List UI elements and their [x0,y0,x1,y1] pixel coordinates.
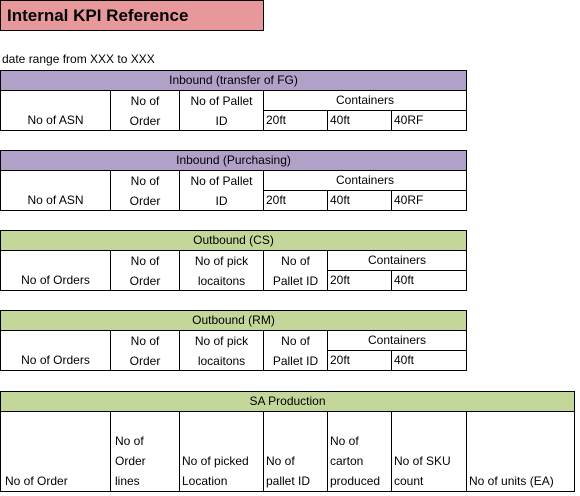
inbound-purchasing-header[interactable] [0,150,467,171]
sa-sku-count-cell[interactable] [392,412,467,492]
sa-no-of-order-label: No of Order [5,474,68,488]
outbound-rm-40ft[interactable] [392,351,467,371]
inbound-purchasing-20ft[interactable] [264,191,328,211]
inbound-purchasing-containers-header[interactable] [264,171,467,191]
outbound-cs-pallet-cell[interactable] [264,251,328,291]
inbound-purchasing-order-line1: No of [130,174,160,188]
inbound-fg-40rf[interactable] [392,111,467,131]
sa-picked-line2: Location [182,474,228,488]
inbound-purchasing-order-cell[interactable] [111,171,180,211]
outbound-cs-20ft-label: 20ft [330,273,351,287]
inbound-purchasing-order-line2: Order [129,194,161,208]
sa-carton-produced-cell[interactable] [328,412,392,492]
inbound-purchasing-asn-cell[interactable] [0,171,111,211]
inbound-purchasing-pallet-cell[interactable] [180,171,264,211]
outbound-rm-pallet-line1: No of [281,334,310,348]
inbound-fg-pallet-line1: No of Pallet [190,94,253,108]
inbound-fg-pallet-cell[interactable] [180,91,264,131]
outbound-cs-header-label: Outbound (CS) [193,233,274,247]
outbound-cs-pick-line1: No of pick [194,254,249,268]
outbound-cs-40ft-label: 40ft [394,273,415,287]
inbound-fg-header-label: Inbound (transfer of FG) [169,73,298,87]
sa-picked-line1: No of picked [182,454,249,468]
sa-pallet-id-cell[interactable] [264,412,328,492]
sa-sku-line1: No of SKU [394,454,451,468]
outbound-rm-orders-label: No of Orders [21,353,90,367]
inbound-fg-containers-label: Containers [335,93,395,107]
outbound-cs-20ft[interactable] [328,271,392,291]
outbound-rm-pick-cell[interactable] [180,331,264,371]
outbound-rm-pallet-line2: Pallet ID [272,354,319,368]
inbound-purchasing-asn-label: No of ASN [27,193,84,207]
inbound-purchasing-pallet-line2: ID [215,194,228,208]
outbound-cs-order-line1: No of [130,254,160,268]
outbound-rm-header[interactable] [0,310,467,331]
outbound-rm-containers-header[interactable] [328,331,467,351]
outbound-rm-containers-label: Containers [367,333,427,347]
title-cell[interactable] [0,0,264,31]
outbound-cs-header[interactable] [0,230,467,251]
outbound-rm-20ft[interactable] [328,351,392,371]
outbound-cs-order-cell[interactable] [111,251,180,291]
sa-carton-line1: No of [330,434,359,448]
sa-carton-line3: produced [330,474,381,488]
sa-pallet-line2: pallet ID [266,474,311,488]
inbound-purchasing-20ft-label: 20ft [266,193,287,207]
sa-sku-line2: count [394,474,424,488]
inbound-fg-40ft[interactable] [328,111,392,131]
sa-pallet-line1: No of [266,454,295,468]
sa-units-cell[interactable] [467,412,575,492]
outbound-rm-order-line2: Order [129,354,161,368]
inbound-purchasing-pallet-line1: No of Pallet [190,174,253,188]
sa-order-lines-line3: lines [115,474,140,488]
sa-picked-location-cell[interactable] [180,412,264,492]
outbound-rm-pick-line1: No of pick [194,334,249,348]
outbound-cs-pallet-line2: Pallet ID [272,274,319,288]
date-range-cell[interactable] [0,50,260,70]
page-title: Internal KPI Reference [7,6,189,25]
inbound-fg-order-line2: Order [129,114,161,128]
inbound-purchasing-40ft[interactable] [328,191,392,211]
outbound-cs-orders-cell[interactable] [0,251,111,291]
outbound-rm-orders-cell[interactable] [0,331,111,371]
sa-order-lines-line1: No of [115,434,144,448]
outbound-cs-containers-label: Containers [367,253,427,267]
date-range-text: date range from XXX to XXX [2,52,155,66]
sa-production-header[interactable] [0,391,575,412]
outbound-cs-order-line2: Order [129,274,161,288]
outbound-cs-pick-line2: locaitons [197,274,246,288]
sa-carton-line2: carton [330,454,364,468]
inbound-fg-40ft-label: 40ft [330,113,351,127]
outbound-rm-order-cell[interactable] [111,331,180,371]
outbound-rm-header-label: Outbound (RM) [192,313,275,327]
outbound-rm-40ft-label: 40ft [394,353,415,367]
inbound-purchasing-containers-label: Containers [335,173,395,187]
inbound-fg-asn-label: No of ASN [27,113,84,127]
inbound-fg-pallet-line2: ID [215,114,228,128]
inbound-fg-order-line1: No of [130,94,160,108]
outbound-rm-20ft-label: 20ft [330,353,351,367]
sa-units-label: No of units (EA) [469,474,554,488]
outbound-rm-order-line1: No of [130,334,160,348]
outbound-cs-pick-cell[interactable] [180,251,264,291]
outbound-cs-pallet-line1: No of [281,254,310,268]
inbound-fg-containers-header[interactable] [264,91,467,111]
sa-production-header-label: SA Production [249,394,326,408]
inbound-purchasing-header-label: Inbound (Purchasing) [176,153,291,167]
sa-no-of-order-cell[interactable] [0,412,111,492]
inbound-purchasing-40ft-label: 40ft [330,193,351,207]
outbound-cs-containers-header[interactable] [328,251,467,271]
sa-order-lines-cell[interactable] [111,412,180,492]
inbound-fg-asn-cell[interactable] [0,91,111,131]
inbound-fg-20ft[interactable] [264,111,328,131]
sa-order-lines-line2: Order [115,454,146,468]
outbound-cs-orders-label: No of Orders [21,273,90,287]
outbound-rm-pick-line2: locaitons [197,354,246,368]
outbound-rm-pallet-cell[interactable] [264,331,328,371]
inbound-purchasing-40rf-label: 40RF [394,193,424,207]
inbound-fg-order-cell[interactable] [111,91,180,131]
inbound-fg-40rf-label: 40RF [394,113,424,127]
inbound-purchasing-40rf[interactable] [392,191,467,211]
outbound-cs-40ft[interactable] [392,271,467,291]
inbound-fg-header[interactable] [0,70,467,91]
inbound-fg-20ft-label: 20ft [266,113,287,127]
